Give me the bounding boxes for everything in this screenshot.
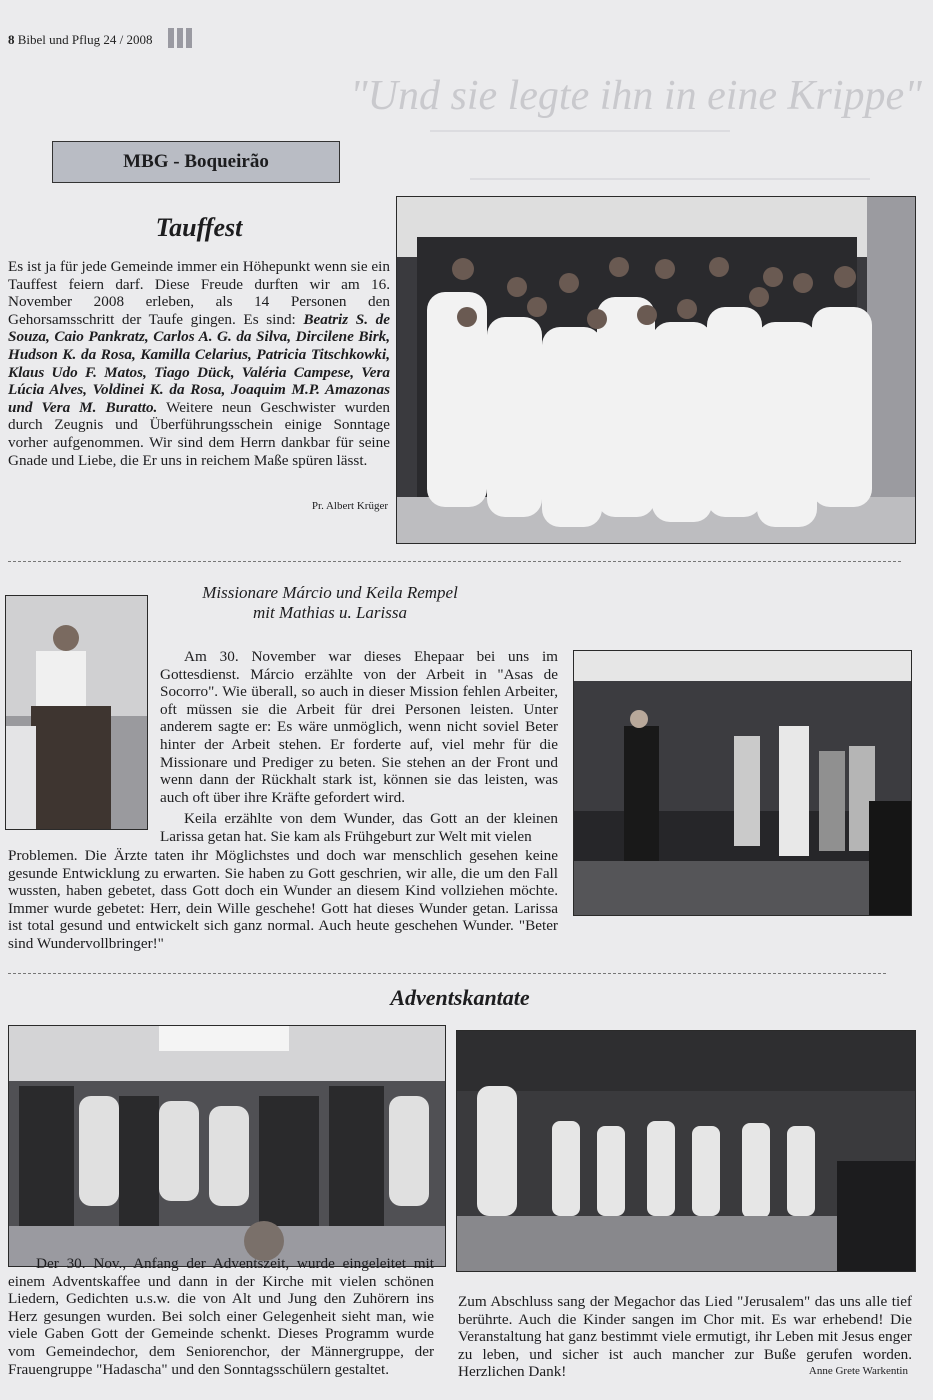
tauffest-author: Pr. Albert Krüger — [311, 500, 388, 512]
missionare-title-line1: Missionare Márcio und Keila Rempel — [202, 583, 458, 602]
tauffest-title: Tauffest — [155, 213, 243, 242]
tauffest-outro: Weitere neun Geschwister wurden durch Zeugnis und Überführungsschein einige Sonntage vorher aufgenommen. Wir sind dem Herrn dankbar für seine Gnade und Liebe, die Er uns in reichem Maße spüren lässt. — [8, 398, 391, 469]
speaker-photo — [5, 595, 148, 830]
missionare-title-line2: mit Mathias u. Larissa — [253, 603, 407, 622]
missionary-stage-photo — [573, 650, 912, 916]
advent-author: Anne Grete Warkentin — [808, 1365, 908, 1377]
missionare-title — [150, 583, 510, 623]
choir-photo — [8, 1025, 446, 1267]
separator — [8, 561, 901, 562]
bleed-through-title: "Und sie legte ihn in eine Krippe" — [350, 73, 922, 119]
tauffest-names: Beatriz S. de Souza, Caio Pankratz, Carlos A. G. da Silva, Dircilene Birk, Hudson K. da Rosa, Kamilla Celarius, Patricia Titschkowki, Klaus Udo F. Matos, Tiago Dück, Valéria Campese, Vera Lúcia Alves, Voldinei K. da Rosa, Joaquim M.P. Amazonas und Vera M. Buratto. — [8, 310, 390, 416]
page-number: 8 — [8, 32, 15, 47]
page-header — [8, 32, 152, 48]
tauffest-intro: Es ist ja für jede Gemeinde immer ein Höhepunkt wenn sie ein Tauffest feiern darf. Diese Freude durften wir am 16. November 2008 erleben, als 14 Personen den Gehorsamsschritt der Taufe gingen. Es sind: — [8, 258, 390, 328]
separator — [8, 973, 886, 974]
advent-title: Adventskantate — [390, 985, 530, 1010]
tauffest-text — [8, 258, 390, 469]
publication-name: Bibel und Pflug 24 / 2008 — [17, 32, 153, 47]
header-decoration — [168, 28, 195, 53]
missionare-para1: Am 30. November war dieses Ehepaar bei uns im Gottesdienst. Márcio erzählte von der Arbeit in "Asas de Socorro". Wie überall, so auch in dieser Mission fehlen Arbeiter, oft müssen sie die Arbeit für drei Personen leisten. Unter anderem sagte er: Es wäre unmöglich, wenn nicht soviel Beter hinter der Arbeit stehen. Er forderte auf, viel mehr für die Missionare und Prediger zu beten. Sie stehen an der Front und wenn dann der Rückhalt stark ist, können sie das leisten, was auch oft über ihre Kräfte gefordert wird. — [160, 648, 558, 806]
missionare-para2-start: Keila erzählte von dem Wunder, das Gott an der kleinen Larissa getan hat. Sie kam als Frühgeburt zur Welt mit vielen — [160, 810, 558, 845]
baptism-group-photo — [396, 196, 916, 544]
advent-right-text: Zum Abschluss sang der Megachor das Lied "Jerusalem" das uns alle tief berührte. Auch die Kinder sangen im Chor mit. Es war erhebend! Die Veranstaltung hat ganz bestimmt viele ermutigt, ihr Leben mit Jesus enger zu leben, und sicher ist auch mancher zur Buße gerufen worden. Herzlichen Dank! — [458, 1293, 912, 1381]
bleed-through-line — [430, 130, 730, 132]
section-label: MBG - Boqueirão — [52, 141, 340, 183]
advent-left-text: Der 30. Nov., Anfang der Adventszeit, wurde eingeleitet mit einem Adventskaffee und dann in der Kirche mit vielen schönen Liedern, Gedichten u.s.w. die von Alt und Jung den Zuhörern ins Herz gesungen wurden. Bei solch einer Gelegenheit sieht man, wie viele Gaben Gott der Gemeinde schenkt. Dieses Programm wurde vom Gemeindechor, dem Seniorenchor, der Männergruppe, der Frauengruppe "Hadascha" und den Sonntagsschülern gestaltet. — [8, 1255, 434, 1378]
children-choir-photo — [456, 1030, 916, 1272]
missionare-para2-rest: Problemen. Die Ärzte taten ihr Möglichstes und doch war menschlich gesehen keine gesunde Entwicklung zu erwarten. Sie haben zu Gott geschrien, wir alle, die um den Fall wussten, haben gebetet, dass Gott doch ein Wunder an diesem Kind vollziehen möchte. Immer wurde gebetet: Herr, dein Wille geschehe! Gott hat dieses Wunder getan. Larissa ist total gesund und entwickelt sich ganz normal. Auch heute geschehen Wunder. "Beter sind Wundervollbringer!" — [8, 847, 558, 952]
bleed-through-line — [470, 178, 870, 180]
